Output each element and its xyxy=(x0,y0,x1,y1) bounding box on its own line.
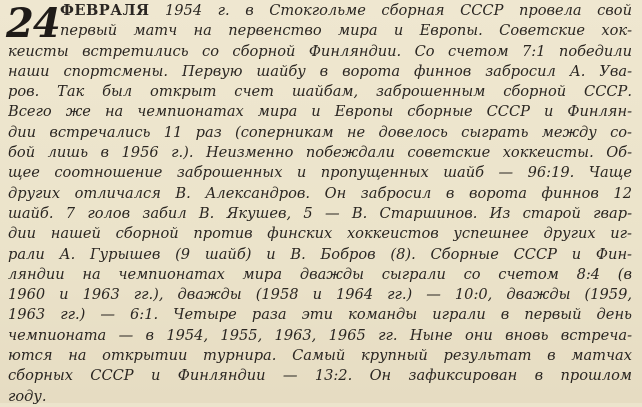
article-line: дии нашей сборной против финских хоккеистов успешнее других иг- xyxy=(8,225,632,243)
article-line: чемпионата — в 1954, 1955, 1963, 1965 гг. Ныне они вновь встреча- xyxy=(8,326,632,344)
article-line xyxy=(8,1,632,21)
article-line-text: 1954 г. в Стокгольме сборная СССР провела свой xyxy=(149,2,632,19)
date-month: ФЕВРАЛЯ xyxy=(60,2,150,19)
article-line: ляндии на чемпионатах мира дважды сыграли со счетом 8:4 (в xyxy=(8,265,632,283)
article-line: 1963 гг.) — 6:1. Четыре раза эти команды играли в первый день xyxy=(8,306,632,324)
article-line: году. xyxy=(8,387,47,405)
article-line: первый матч на первенство мира и Европы. Советские хок- xyxy=(60,22,632,40)
article-text xyxy=(8,1,632,407)
article-line: наши спортсмены. Первую шайбу в ворота финнов забросил А. Ува- xyxy=(8,62,632,80)
article-line: щее соотношение заброшенных и пропущенных шайб — 96:19. Чаще xyxy=(8,164,632,182)
article-line: Всего же на чемпионатах мира и Европы сборные СССР и Финлян- xyxy=(8,103,632,121)
article-line: кеисты встретились со сборной Финляндии. Со счетом 7:1 победили xyxy=(8,42,632,60)
article-line: 1960 и 1963 гг.), дважды (1958 и 1964 гг.) — 10:0, дважды (1959, xyxy=(8,286,632,304)
article-line: дии встречались 11 раз (соперникам не довелось сыграть между со- xyxy=(8,123,632,141)
date-day-number: 24 xyxy=(6,0,60,47)
article-line: других отличался В. Александров. Он забросил в ворота финнов 12 xyxy=(8,184,632,202)
article-line: бой лишь в 1956 г.). Неизменно побеждали советские хоккеисты. Об- xyxy=(8,144,632,162)
article-line: рали А. Гурышев (9 шайб) и В. Бобров (8). Сборные СССР и Фин- xyxy=(8,245,632,263)
article-line: ются на открытии турнира. Самый крупный результат в матчах xyxy=(8,347,632,365)
article-line: шайб. 7 голов забил В. Якушев, 5 — В. Старшинов. Из старой гвар- xyxy=(8,204,632,222)
article-line: сборных СССР и Финляндии — 13:2. Он зафиксирован в прошлом xyxy=(8,367,632,385)
article-line: ров. Так был открыт счет шайбам, заброшенным сборной СССР. xyxy=(8,83,632,101)
